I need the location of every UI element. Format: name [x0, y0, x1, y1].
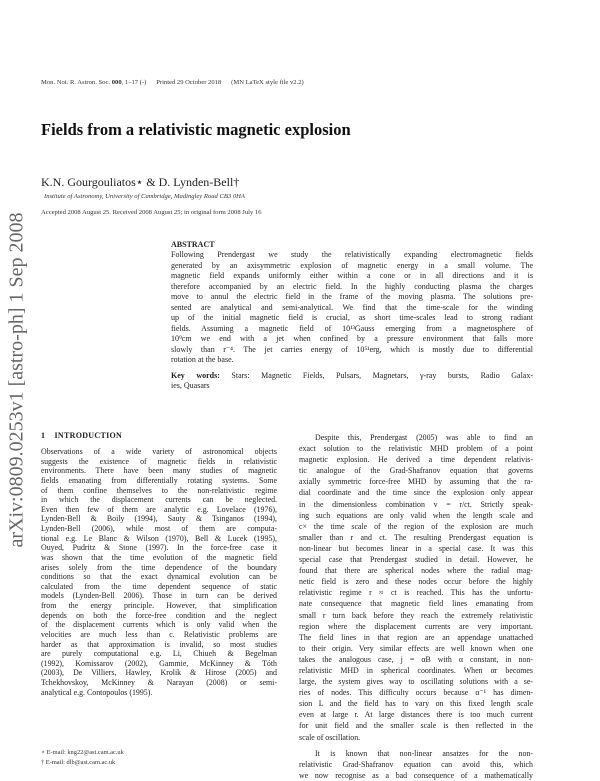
submission-dates: Accepted 2008 August 25. Received 2008 August 25; in original form 2008 July 16	[41, 209, 262, 216]
keywords-text: Stars: Magnetic Fields, Pulsars, Magnetars, γ-ray bursts, Radio Galax-	[219, 370, 533, 380]
text-line: velocities are much less than c. Relativistic problems are	[41, 629, 277, 639]
style-file: (MN LaTeX style file v2.2)	[231, 79, 304, 86]
text-line: slowly than r⁻⁴. The jet carries energy of 10⁵¹erg, which is mostly due to differential	[171, 344, 533, 354]
text-line: smaller than r and ct. The resulting Prendergast equation is	[299, 532, 533, 542]
text-line: It is known that non-linear ansatzes for the non-	[315, 748, 533, 758]
text-line: Ouyed, Pudritz & Stone (1997). In the force-free case it	[41, 543, 277, 553]
footnote: † E-mail: dlb@ast.cam.ac.uk	[41, 759, 116, 766]
text-line: analytical e.g. Contopoulos (1995).	[41, 687, 153, 697]
text-line: Lynden-Bell & Boily (1994), Sauty & Tsinganos (1994),	[41, 514, 277, 524]
text-line: Observations of a wide variety of astronomical objects	[41, 447, 277, 456]
keywords-line	[171, 371, 533, 382]
text-line: Despite this, Prendergast (2005) was able to find an	[315, 433, 533, 442]
text-line: even at large r. At large distances there is too much current	[299, 710, 533, 720]
text-line: found that there are spherical nodes where the radial mag-	[299, 566, 533, 576]
text-line: axially symmetric force-free MHD by assuming that the ra-	[299, 477, 533, 487]
text-line: c× the time scale of the region of the explosion are much	[299, 521, 533, 531]
text-line: relativistic Grad-Shafranov equation can avoid this, which	[299, 759, 533, 769]
text-line: therefore accompanied by an electric field. In the highly conducting plasma the charges	[171, 281, 533, 291]
text-line: was shown that the time evolution of the magnetic field	[41, 552, 277, 562]
text-line: The field lines in that region are an appendage unattached	[299, 632, 533, 642]
text-line: tional e.g. Le Blanc & Wilson (1970), Bell & Lucek (1995),	[41, 533, 277, 543]
text-line: for unit field and the smaller scale is then reflected in the	[299, 721, 533, 731]
text-line: generated by an axisymmetric explosion of magnetic energy in a small volume. The	[171, 260, 533, 270]
right-column	[299, 432, 533, 781]
text-line: Tchekhovskoy, McKinney & Narayan (2008) or semi-	[41, 678, 277, 687]
text-line: conditions so that the exact dynamical evolution can be	[41, 572, 277, 582]
text-line: from the energy principle. However, that simplification	[41, 601, 277, 610]
text-line: of them confine themselves to the non-relativistic regime	[41, 485, 277, 495]
text-line: models (Lynden-Bell 2006). Those in turn can be derived	[41, 591, 277, 601]
text-line: magnetic explosion. He derived a time dependent relativis-	[299, 455, 533, 465]
text-line: large, the system gives way to oscillating solutions with a se-	[299, 677, 533, 687]
text-line: non-linear but becomes linear in a special case. It was this	[299, 543, 533, 553]
text-line: up of the initial magnetic field is crucial, as short time-scales lead to strong radiant	[171, 313, 533, 322]
text-line: relativistic MHD in spherical coordinates. When αr becomes	[299, 665, 533, 675]
text-line: region where the displacement currents are very important.	[299, 621, 533, 631]
text-line: move to annul the electric field in the frame of the moving plasma. The solutions pre-	[171, 292, 533, 301]
text-line: magnetic field expands uniformly either within a cone or in all directions and it is	[171, 271, 533, 280]
arxiv-stamp: arXiv:0809.0253v1 [astro-ph] 1 Sep 2008	[5, 212, 28, 548]
journal-name: Mon. Not. R. Astron. Soc.	[41, 79, 112, 86]
abstract-body	[171, 250, 533, 366]
keywords	[171, 371, 533, 392]
text-line: Lynden-Bell (2006), while most of them are computa-	[41, 524, 277, 533]
text-line: ing such equations are only valid when the length scale and	[299, 510, 533, 520]
text-line: Even then few of them are analytic e.g. Lovelace (1976),	[41, 504, 277, 514]
affiliation: Institute of Astronomy, University of Cambridge, Madingley Road CB3 0HA	[44, 193, 245, 200]
text-line: (2003), De Villiers, Hawley, Krolik & Hirose (2005) and	[41, 668, 277, 678]
text-line: rotation at the base.	[171, 355, 234, 364]
text-line: dial coordinate and the time since the explosion only appear	[299, 488, 533, 498]
text-line: (1992), Komissarov (2002), Gammie, McKinney & Tóth	[41, 658, 277, 668]
text-line: fields. Assuming a magnetic field of 10¹³Gauss emerging from a magnetosphere of	[171, 323, 533, 333]
text-line: special case that Prendergast studied in detail. However, he	[299, 555, 533, 565]
text-line: exact solution to the relativistic MHD problem of a point	[299, 444, 533, 454]
text-line: calculated from the time dependent sequence of static	[41, 581, 277, 591]
text-line: ries of nodes. This difficulty occurs because α⁻¹ has dimen-	[299, 688, 533, 698]
keywords-line: ies, Quasars	[171, 381, 210, 391]
text-line: Following Prendergast we study the relativistically expanding electromagnetic fields	[171, 250, 533, 259]
abstract	[171, 240, 533, 392]
text-line: arises solely from the time dependence of the boundary	[41, 562, 277, 572]
text-line: relativistic regime r ≈ ct is reached. This has the unfortu-	[299, 588, 533, 598]
text-line: in the dimensionless combination v = r/ct. Strictly speak-	[299, 499, 533, 509]
printed-date: Printed 29 October 2018	[156, 79, 222, 86]
text-line: suggests the existence of magnetic fields in relativistic	[41, 456, 277, 466]
text-line: environments. There have been many studies of magnetic	[41, 466, 277, 476]
left-column	[41, 447, 277, 697]
text-line: sion L and the field has to vary on this fixed length scale	[299, 699, 533, 709]
journal-volume: 000	[111, 79, 122, 86]
text-line: are purely computational e.g. Li, Chiueh & Begelman	[41, 649, 277, 659]
footnotes	[41, 748, 124, 768]
text-line: takes the analogous case, j = αB with α constant, in non-	[299, 654, 533, 664]
paper-title: Fields from a relativistic magnetic explosion	[41, 120, 351, 139]
text-line: we now recognise as a bad consequence of a mathematically	[299, 770, 533, 780]
text-line: sented are analytical and semi-analytical. We find that the time-scale for the winding	[171, 302, 533, 312]
text-line: of the displacement currents which is only valid when the	[41, 620, 277, 630]
text-line: nate consequence that magnetic field lines emanating from	[299, 599, 533, 609]
text-line: depends on both the force-free condition and the neglect	[41, 610, 277, 620]
authors: K.N. Gourgouliatos⋆ & D. Lynden-Bell†	[41, 175, 240, 189]
text-line: tic analogue of the Grad-Shafranov equation that governs	[299, 466, 533, 476]
text-line: 10⁹cm we end with a jet when confined by a pressure environment that falls more	[171, 334, 533, 343]
text-line: scale of oscillation.	[299, 732, 361, 742]
text-line: fields emanating from differentially rotating systems. Some	[41, 475, 277, 485]
journal-pages: , 1–17 (-)	[121, 79, 147, 86]
footnote: ⋆ E-mail: kng22@ast.cam.ac.uk	[41, 749, 124, 756]
text-line: harder as that approximation is invalid, so most studies	[41, 639, 277, 649]
text-line: small r turn back before they reach the extremely relativistic	[299, 610, 533, 620]
text-line: netic field is zero and these nodes occur before the highly	[299, 577, 533, 587]
section-heading: 1 INTRODUCTION	[41, 431, 123, 440]
text-line: to their origin. Very similar effects are well known when one	[299, 643, 533, 653]
keywords-label: Key words:	[171, 370, 220, 380]
running-header	[41, 79, 304, 86]
text-line: in which the displacement currents can be neglected.	[41, 495, 277, 505]
abstract-heading: ABSTRACT	[171, 240, 215, 249]
